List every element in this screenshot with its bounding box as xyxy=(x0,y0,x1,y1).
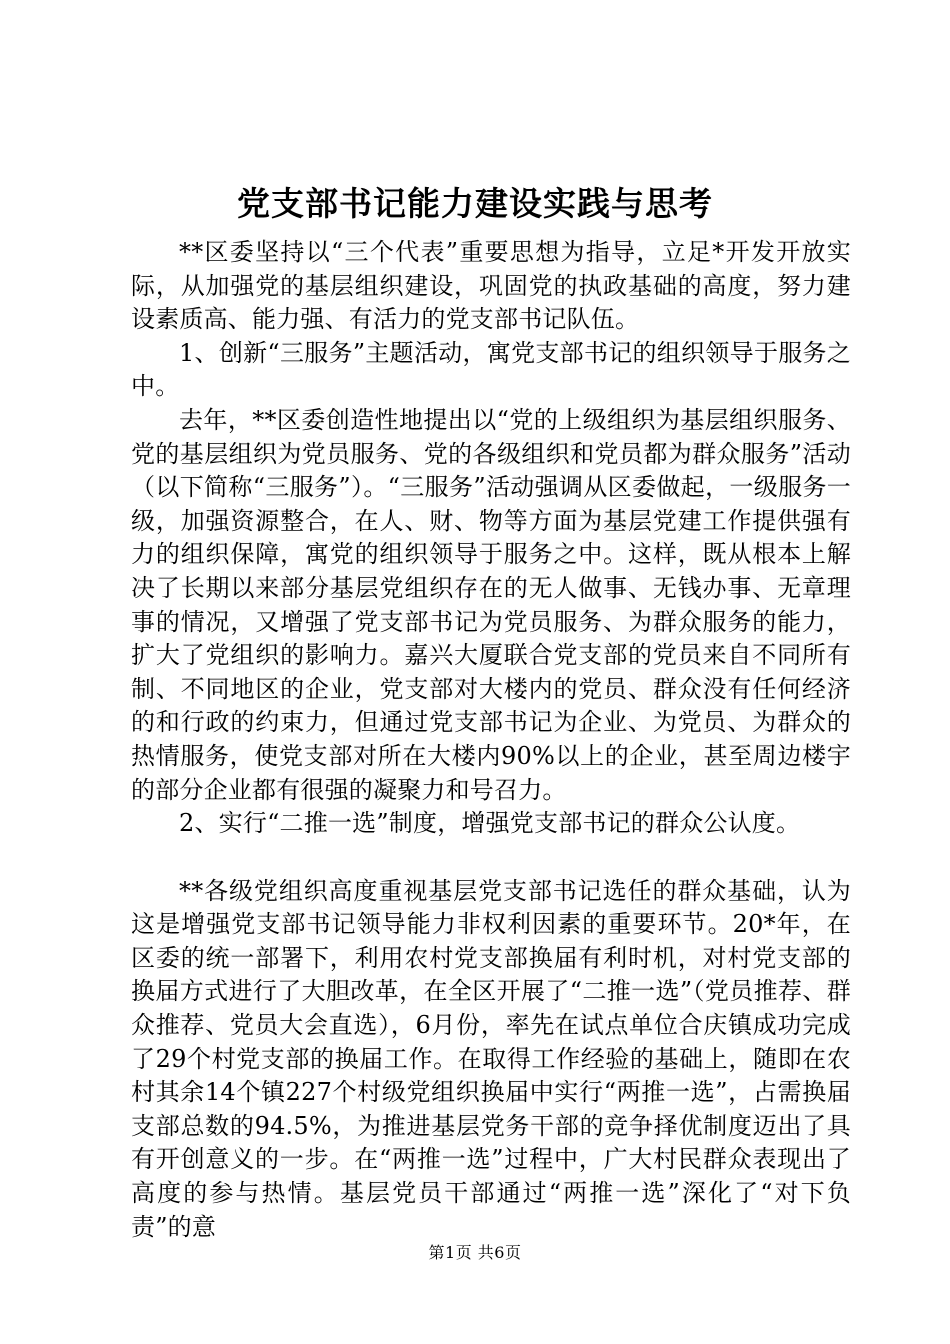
paragraph-three-services: 去年，**区委创造性地提出以“党的上级组织为基层组织服务、党的基层组织为党员服务、党的各级组织和党员都为群众服务”活动（以下简称“三服务”）。“三服务”活动强调从区委做起，一级服务一级，加强资源整合，在人、财、物等方面为基层党建工作提供强有力的组织保障，寓党的组织领导于服务之中。这样，既从根本上解决了长期以来部分基层党组织存在的无人做事、无钱办事、无章理事的情况，又增强了党支部书记为党员服务、为群众服务的能力，扩大了党组织的影响力。嘉兴大厦联合党支部的党员来自不同所有制、不同地区的企业，党支部对大楼内的党员、群众没有任何经济的和行政的约束力，但通过党支部书记为企业、为党员、为群众的热情服务，使党支部对所在大楼内90%以上的企业，甚至周边楼宇的部分企业都有很强的凝聚力和号召力。 xyxy=(131,405,851,804)
page-number-footer: 第1页 共6页 xyxy=(428,1243,522,1262)
paragraph-two-recommend-one-elect: **各级党组织高度重视基层党支部书记选任的群众基础，认为这是增强党支部书记领导能力非权利因素的重要环节。20*年，在区委的统一部署下，利用农村党支部换届有利时机，对村党支部的换届方式进行了大胆改革，在全区开展了“二推一选”（党员推荐、群众推荐、党员大会直选），6月份，率先在试点单位合庆镇成功完成了29个村党支部的换届工作。在取得工作经验的基础上，随即在农村其余14个镇227个村级党组织换届中实行“两推一选”，占需换届支部总数的94.5%，为推进基层党务干部的竞争择优制度迈出了具有开创意义的一步。在“两推一选”过程中，广大村民群众表现出了高度的参与热情。基层党员干部通过“两推一选”深化了“对下负责”的意 xyxy=(131,876,851,1241)
document-body xyxy=(131,236,851,1244)
paragraph-heading-1: 1、创新“三服务”主题活动，寓党支部书记的组织领导于服务之中。 xyxy=(131,338,851,401)
paragraph-heading-2: 2、实行“二推一选”制度，增强党支部书记的群众公认度。 xyxy=(179,809,801,838)
paragraph-intro: **区委坚持以“三个代表”重要思想为指导，立足*开发开放实际，从加强党的基层组织建设，巩固党的执政基础的高度，努力建设素质高、能力强、有活力的党支部书记队伍。 xyxy=(131,238,851,334)
document-title: 党支部书记能力建设实践与思考 xyxy=(237,184,713,223)
